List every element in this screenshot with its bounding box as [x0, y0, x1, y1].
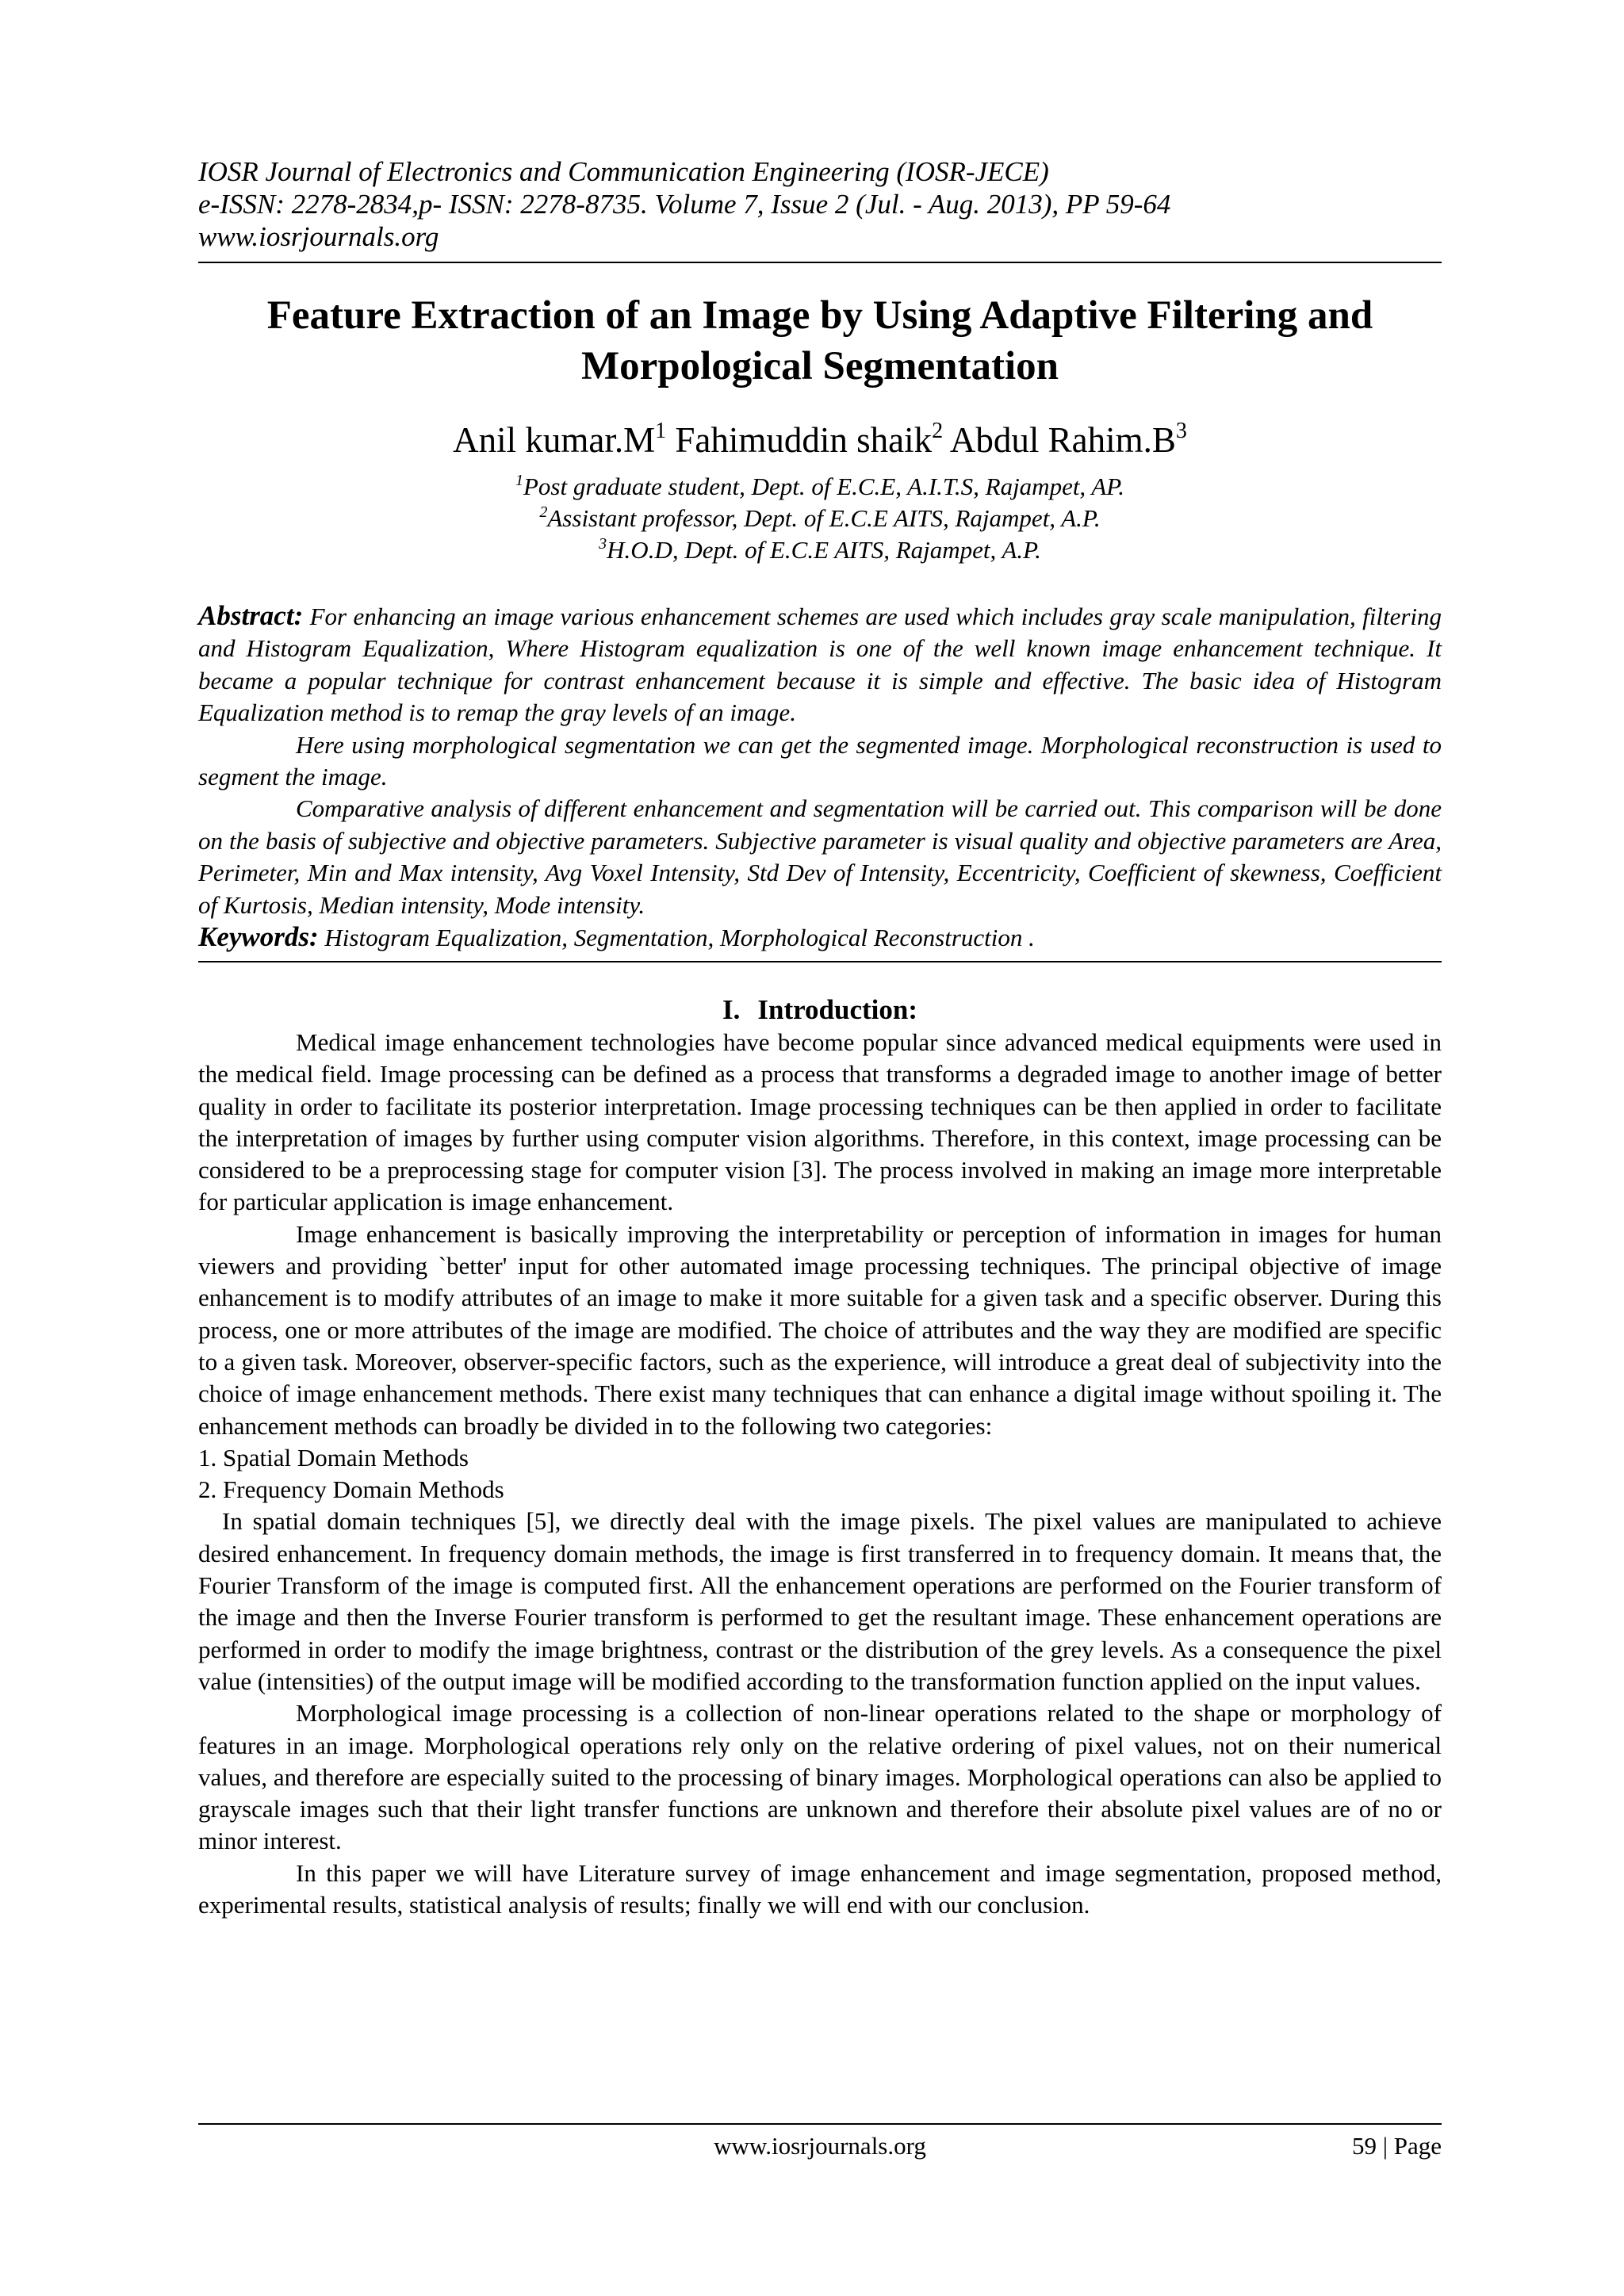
affiliation-line — [198, 471, 1442, 503]
page-number: 59 | Page — [1352, 2132, 1442, 2160]
abstract-rule — [198, 961, 1442, 962]
author-superscript: 1 — [655, 419, 667, 443]
author-superscript: 3 — [1175, 419, 1187, 443]
abstract-paragraph — [198, 600, 1442, 729]
list-item: 1. Spatial Domain Methods — [198, 1443, 469, 1471]
keywords-paragraph — [198, 921, 1442, 954]
abstract-text: For enhancing an image various enhancement schemes are used which includes gray scale manipulation, filtering and Histogram Equalization, Where Histogram equalization is one of the well known image enhancement technique. It became a popular technique for contrast enhancement because it is simple and effective. The basic idea of Histogram Equalization method is to remap the gray levels of an image. — [198, 603, 1442, 727]
introduction-body — [198, 1027, 1442, 1921]
affiliation-superscript: 3 — [599, 535, 607, 553]
footer-rule — [198, 2123, 1442, 2125]
section-number: I. — [722, 994, 741, 1025]
body-paragraph: Morphological image processing is a collection of non-linear operations related to the shape or morphology of features in an image. Morphological operations rely only on the relative ordering of pixel values, not on their numerical values, and therefore are especially suited to the processing of binary images. Morphological operations can also be applied to grayscale images such that their light transfer functions are unknown and therefore their absolute pixel values are of no or minor interest. — [198, 1699, 1442, 1855]
affiliation-list — [198, 471, 1442, 566]
keywords-text: Histogram Equalization, Segmentation, Morphological Reconstruction . — [324, 924, 1035, 952]
author-name: Anil kumar.M — [453, 420, 656, 460]
keywords-label: Keywords: — [198, 921, 319, 953]
affiliation-superscript: 1 — [515, 472, 523, 489]
header-rule — [198, 262, 1442, 263]
section-title: Introduction: — [757, 994, 917, 1025]
author-name: Fahimuddin shaik — [675, 420, 933, 460]
paper-title-line-2: Morpological Segmentation — [580, 344, 1059, 388]
journal-url: www.iosrjournals.org — [198, 221, 439, 252]
author-list — [198, 419, 1442, 461]
affiliation-text: H.O.D, Dept. of E.C.E AITS, Rajampet, A.P. — [607, 536, 1041, 564]
footer-url: www.iosrjournals.org — [714, 2132, 926, 2160]
body-paragraph: Medical image enhancement technologies have become popular since advanced medical equipments were used in the medical field. Image processing can be defined as a process that transforms a degraded image to another image of better quality in order to facilitate its posterior interpretation. Image processing techniques can be then applied in order to facilitate the interpretation of images by further using computer vision algorithms. Therefore, in this context, image processing can be considered to be a preprocessing stage for computer vision [3]. The process involved in making an image more interpretable for particular application is image enhancement. — [198, 1028, 1442, 1216]
paper-title-line-1: Feature Extraction of an Image by Using Adaptive Filtering and — [266, 293, 1373, 338]
affiliation-text: Post graduate student, Dept. of E.C.E, A.I.T.S, Rajampet, AP. — [523, 473, 1125, 500]
journal-name: IOSR Journal of Electronics and Communication Engineering (IOSR-JECE) — [198, 156, 1049, 187]
affiliation-text: Assistant professor, Dept. of E.C.E AITS, Rajampet, A.P. — [547, 504, 1101, 532]
abstract-section — [198, 600, 1442, 954]
paper-title — [198, 290, 1442, 392]
body-paragraph: Image enhancement is basically improving the interpretability or perception of information in images for human viewers and providing `better' input for other automated image processing techniques. The principal objective of image enhancement is to modify attributes of an image to make it more suitable for a given task and a specific observer. During this process, one or more attributes of the image are modified. The choice of attributes and the way they are modified are specific to a given task. Moreover, observer-specific factors, such as the experience, will introduce a great deal of subjectivity into the choice of image enhancement methods. There exist many techniques that can enhance a digital image without spoiling it. The enhancement methods can broadly be divided in to the following two categories: — [198, 1219, 1442, 1440]
journal-issn: e-ISSN: 2278-2834,p- ISSN: 2278-8735. Volume 7, Issue 2 (Jul. - Aug. 2013), PP 59-64 — [198, 189, 1171, 220]
author-superscript: 2 — [932, 419, 944, 443]
abstract-paragraph: Here using morphological segmentation we can get the segmented image. Morphological reconstruction is used to segment the image. — [198, 730, 1442, 791]
body-paragraph: In spatial domain techniques [5], we directly deal with the image pixels. The pixel values are manipulated to achieve desired enhancement. In frequency domain methods, the image is first transferred in to frequency domain. It means that, the Fourier Transform of the image is computed first. All the enhancement operations are performed on the Fourier transform of the image and then the Inverse Fourier transform is performed to get the resultant image. These enhancement operations are performed in order to modify the image brightness, contrast or the distribution of the grey levels. As a consequence the pixel value (intensities) of the output image will be modified according to the transformation function applied on the input values. — [198, 1507, 1442, 1695]
abstract-paragraph: Comparative analysis of different enhancement and segmentation will be carried out. This comparison will be done on the basis of subjective and objective parameters. Subjective parameter is visual quality and objective parameters are Area, Perimeter, Min and Max intensity, Avg Voxel Intensity, Std Dev of Intensity, Eccentricity, Coefficient of skewness, Coefficient of Kurtosis, Median intensity, Mode intensity. — [198, 794, 1442, 919]
affiliation-superscript: 2 — [539, 503, 548, 521]
abstract-label: Abstract: — [198, 600, 304, 631]
affiliation-line — [198, 534, 1442, 566]
author-name: Abdul Rahim.B — [949, 420, 1176, 460]
body-paragraph: In this paper we will have Literature survey of image enhancement and image segmentation, proposed method, experimental results, statistical analysis of results; finally we will end with our conclusion. — [198, 1858, 1442, 1919]
list-item: 2. Frequency Domain Methods — [198, 1475, 504, 1504]
section-heading — [198, 994, 1442, 1026]
journal-header — [198, 155, 1442, 253]
affiliation-line — [198, 503, 1442, 534]
